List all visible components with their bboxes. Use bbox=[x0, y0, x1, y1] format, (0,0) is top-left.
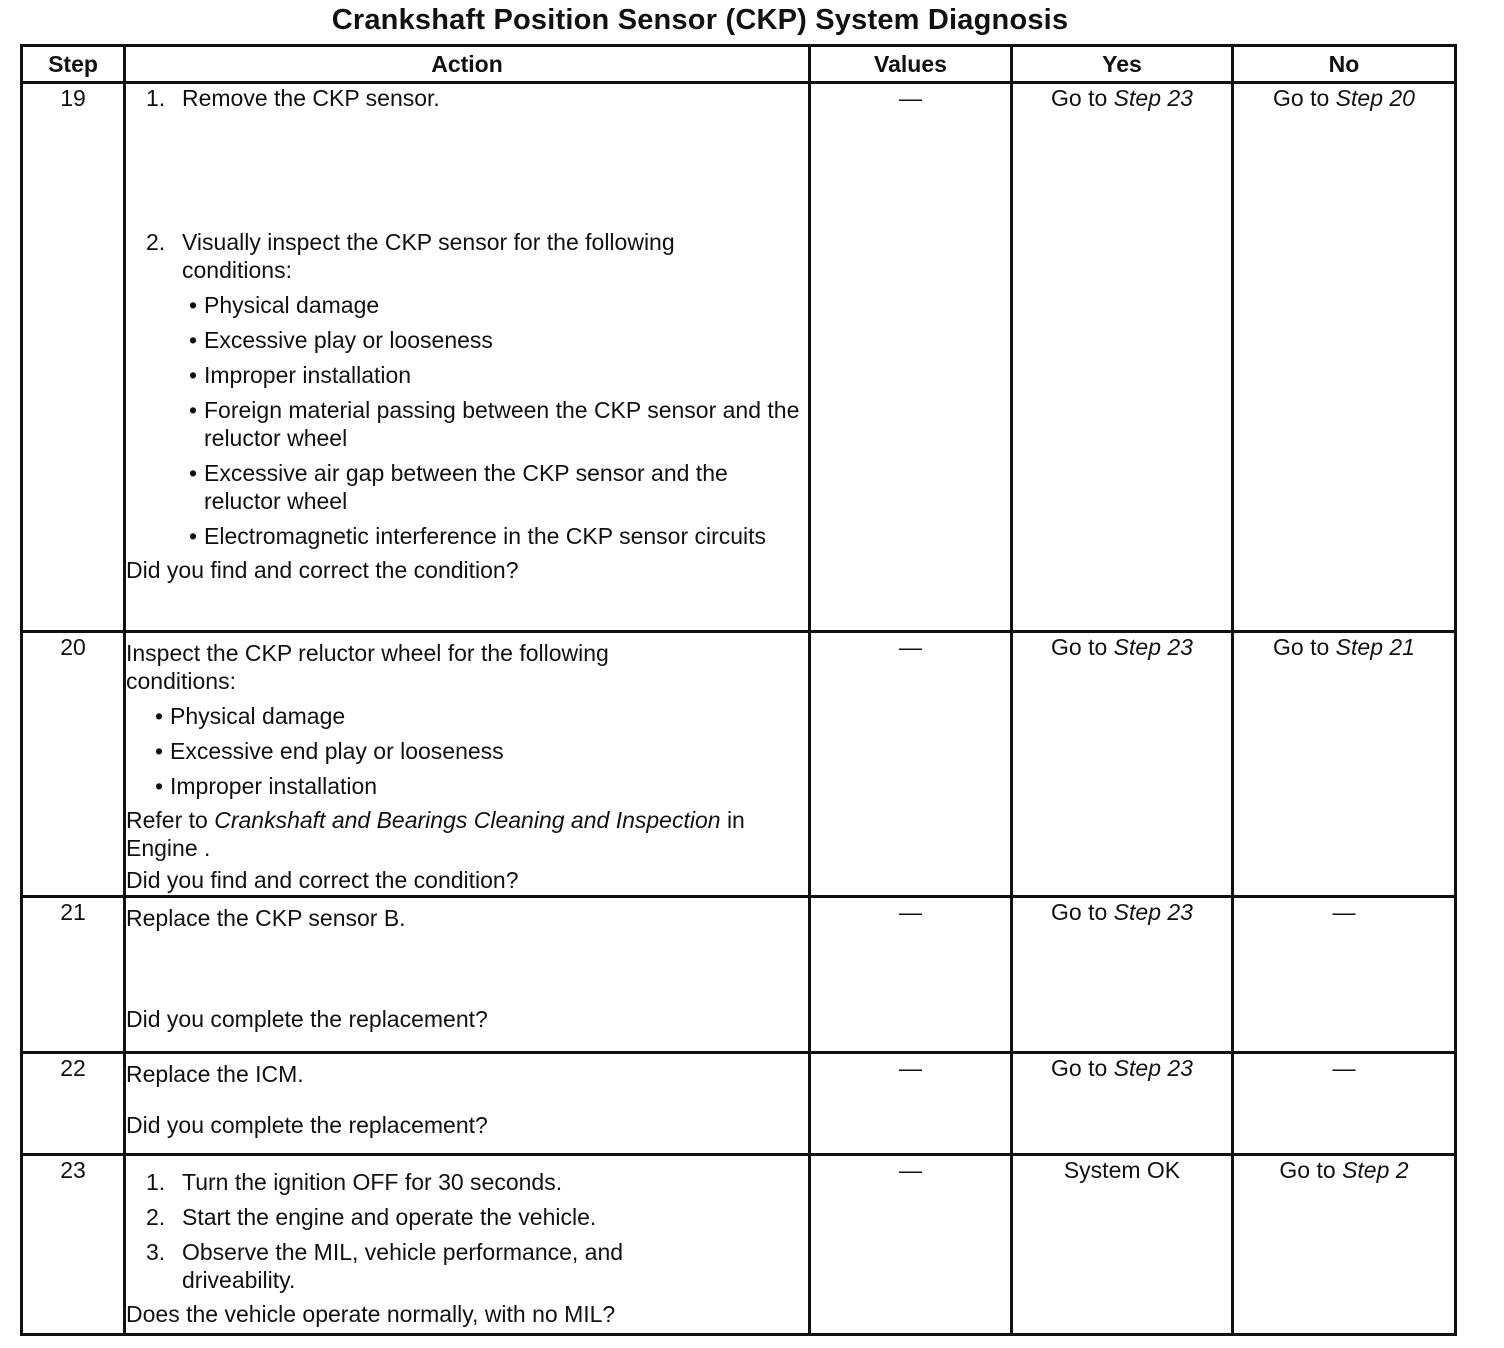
action-text: Replace the ICM. bbox=[126, 1061, 304, 1087]
action-cell bbox=[125, 83, 810, 632]
numbered-item: 3. Observe the MIL, vehicle performance, and driveability. bbox=[146, 1239, 624, 1293]
diagnosis-table bbox=[20, 44, 1457, 1336]
item-text: Remove the CKP sensor. bbox=[182, 85, 440, 111]
numbered-item bbox=[146, 228, 808, 284]
action-cell bbox=[125, 897, 810, 1053]
yes-step-ref: Step 23 bbox=[1113, 1055, 1193, 1081]
item-text: Visually inspect the CKP sensor for the following conditions: bbox=[182, 229, 675, 283]
question-text: Did you find and correct the condition? bbox=[126, 867, 519, 893]
question-text: Does the vehicle operate normally, with no MIL? bbox=[126, 1301, 616, 1327]
yes-cell: System OK bbox=[1012, 1155, 1233, 1335]
question-text: Did you find and correct the condition? bbox=[126, 557, 519, 583]
table-row-step-22 bbox=[22, 1053, 1456, 1155]
header-no: No bbox=[1233, 46, 1456, 83]
numbered-item: 1. Turn the ignition OFF for 30 seconds. bbox=[146, 1169, 563, 1195]
header-yes: Yes bbox=[1012, 46, 1233, 83]
table-row-step-23 bbox=[22, 1155, 1456, 1335]
step-number: 21 bbox=[22, 897, 125, 1053]
action-text: Replace the CKP sensor B. bbox=[126, 905, 406, 931]
reference-text: Refer to Crankshaft and Bearings Cleaning and Inspection in Engine . bbox=[126, 807, 745, 861]
table-row-step-20 bbox=[22, 632, 1456, 897]
list-item: • Physical damage bbox=[188, 292, 380, 318]
list-item: • Physical damage bbox=[154, 703, 346, 729]
item-number: 2. bbox=[146, 229, 166, 255]
yes-step-ref: Step 23 bbox=[1113, 85, 1193, 111]
reference-link[interactable]: Crankshaft and Bearings Cleaning and Inspection bbox=[214, 807, 721, 833]
yes-cell: Go to Step 23 bbox=[1012, 897, 1233, 1053]
header-values: Values bbox=[810, 46, 1012, 83]
list-item: • Excessive air gap between the CKP sensor and the reluctor wheel bbox=[188, 460, 728, 514]
page-title bbox=[0, 4, 1352, 37]
no-cell: Go to Step 2 bbox=[1233, 1155, 1456, 1335]
step-number: 20 bbox=[22, 632, 125, 897]
intro-text: Inspect the CKP reluctor wheel for the following conditions: bbox=[126, 640, 609, 694]
values-cell: — bbox=[810, 897, 1012, 1053]
step-number: 22 bbox=[22, 1053, 125, 1155]
list-item: • Excessive end play or looseness bbox=[154, 738, 504, 764]
no-step-ref: Step 2 bbox=[1342, 1157, 1409, 1183]
yes-cell: Go to Step 23 bbox=[1012, 1053, 1233, 1155]
question-text: Did you complete the replacement? bbox=[126, 1112, 488, 1138]
step-number: 23 bbox=[22, 1155, 125, 1335]
table-row-step-21 bbox=[22, 897, 1456, 1053]
header-row bbox=[22, 46, 1456, 83]
action-cell bbox=[125, 1155, 810, 1335]
values-cell: — bbox=[810, 83, 1012, 632]
yes-step-ref: Step 23 bbox=[1113, 634, 1193, 660]
step-number: 19 bbox=[22, 83, 125, 632]
action-cell bbox=[125, 1053, 810, 1155]
title-text: Crankshaft Position Sensor (CKP) System Diagnosis bbox=[331, 4, 1069, 36]
item-number: 1. bbox=[146, 85, 166, 111]
no-cell: Go to Step 20 bbox=[1233, 83, 1456, 632]
question-text: Did you complete the replacement? bbox=[126, 1006, 488, 1032]
header-action: Action bbox=[125, 46, 810, 83]
numbered-item bbox=[146, 84, 808, 112]
numbered-item: 2. Start the engine and operate the vehicle. bbox=[146, 1204, 597, 1230]
yes-cell: Go to Step 23 bbox=[1012, 83, 1233, 632]
values-cell: — bbox=[810, 1053, 1012, 1155]
list-item: • Excessive play or looseness bbox=[188, 327, 493, 353]
no-cell: — bbox=[1233, 1053, 1456, 1155]
values-cell: — bbox=[810, 632, 1012, 897]
list-item: • Improper installation bbox=[188, 362, 412, 388]
action-cell bbox=[125, 632, 810, 897]
header-step: Step bbox=[22, 46, 125, 83]
no-step-ref: Step 21 bbox=[1335, 634, 1415, 660]
table-row-step-19 bbox=[22, 83, 1456, 632]
list-item: • Foreign material passing between the CKP sensor and the reluctor wheel bbox=[188, 397, 800, 451]
yes-cell: Go to Step 23 bbox=[1012, 632, 1233, 897]
no-cell: Go to Step 21 bbox=[1233, 632, 1456, 897]
values-cell: — bbox=[810, 1155, 1012, 1335]
yes-step-ref: Step 23 bbox=[1113, 899, 1193, 925]
no-step-ref: Step 20 bbox=[1335, 85, 1415, 111]
list-item: • Improper installation bbox=[154, 773, 378, 799]
no-cell: — bbox=[1233, 897, 1456, 1053]
list-item: • Electromagnetic interference in the CKP sensor circuits bbox=[188, 523, 767, 549]
